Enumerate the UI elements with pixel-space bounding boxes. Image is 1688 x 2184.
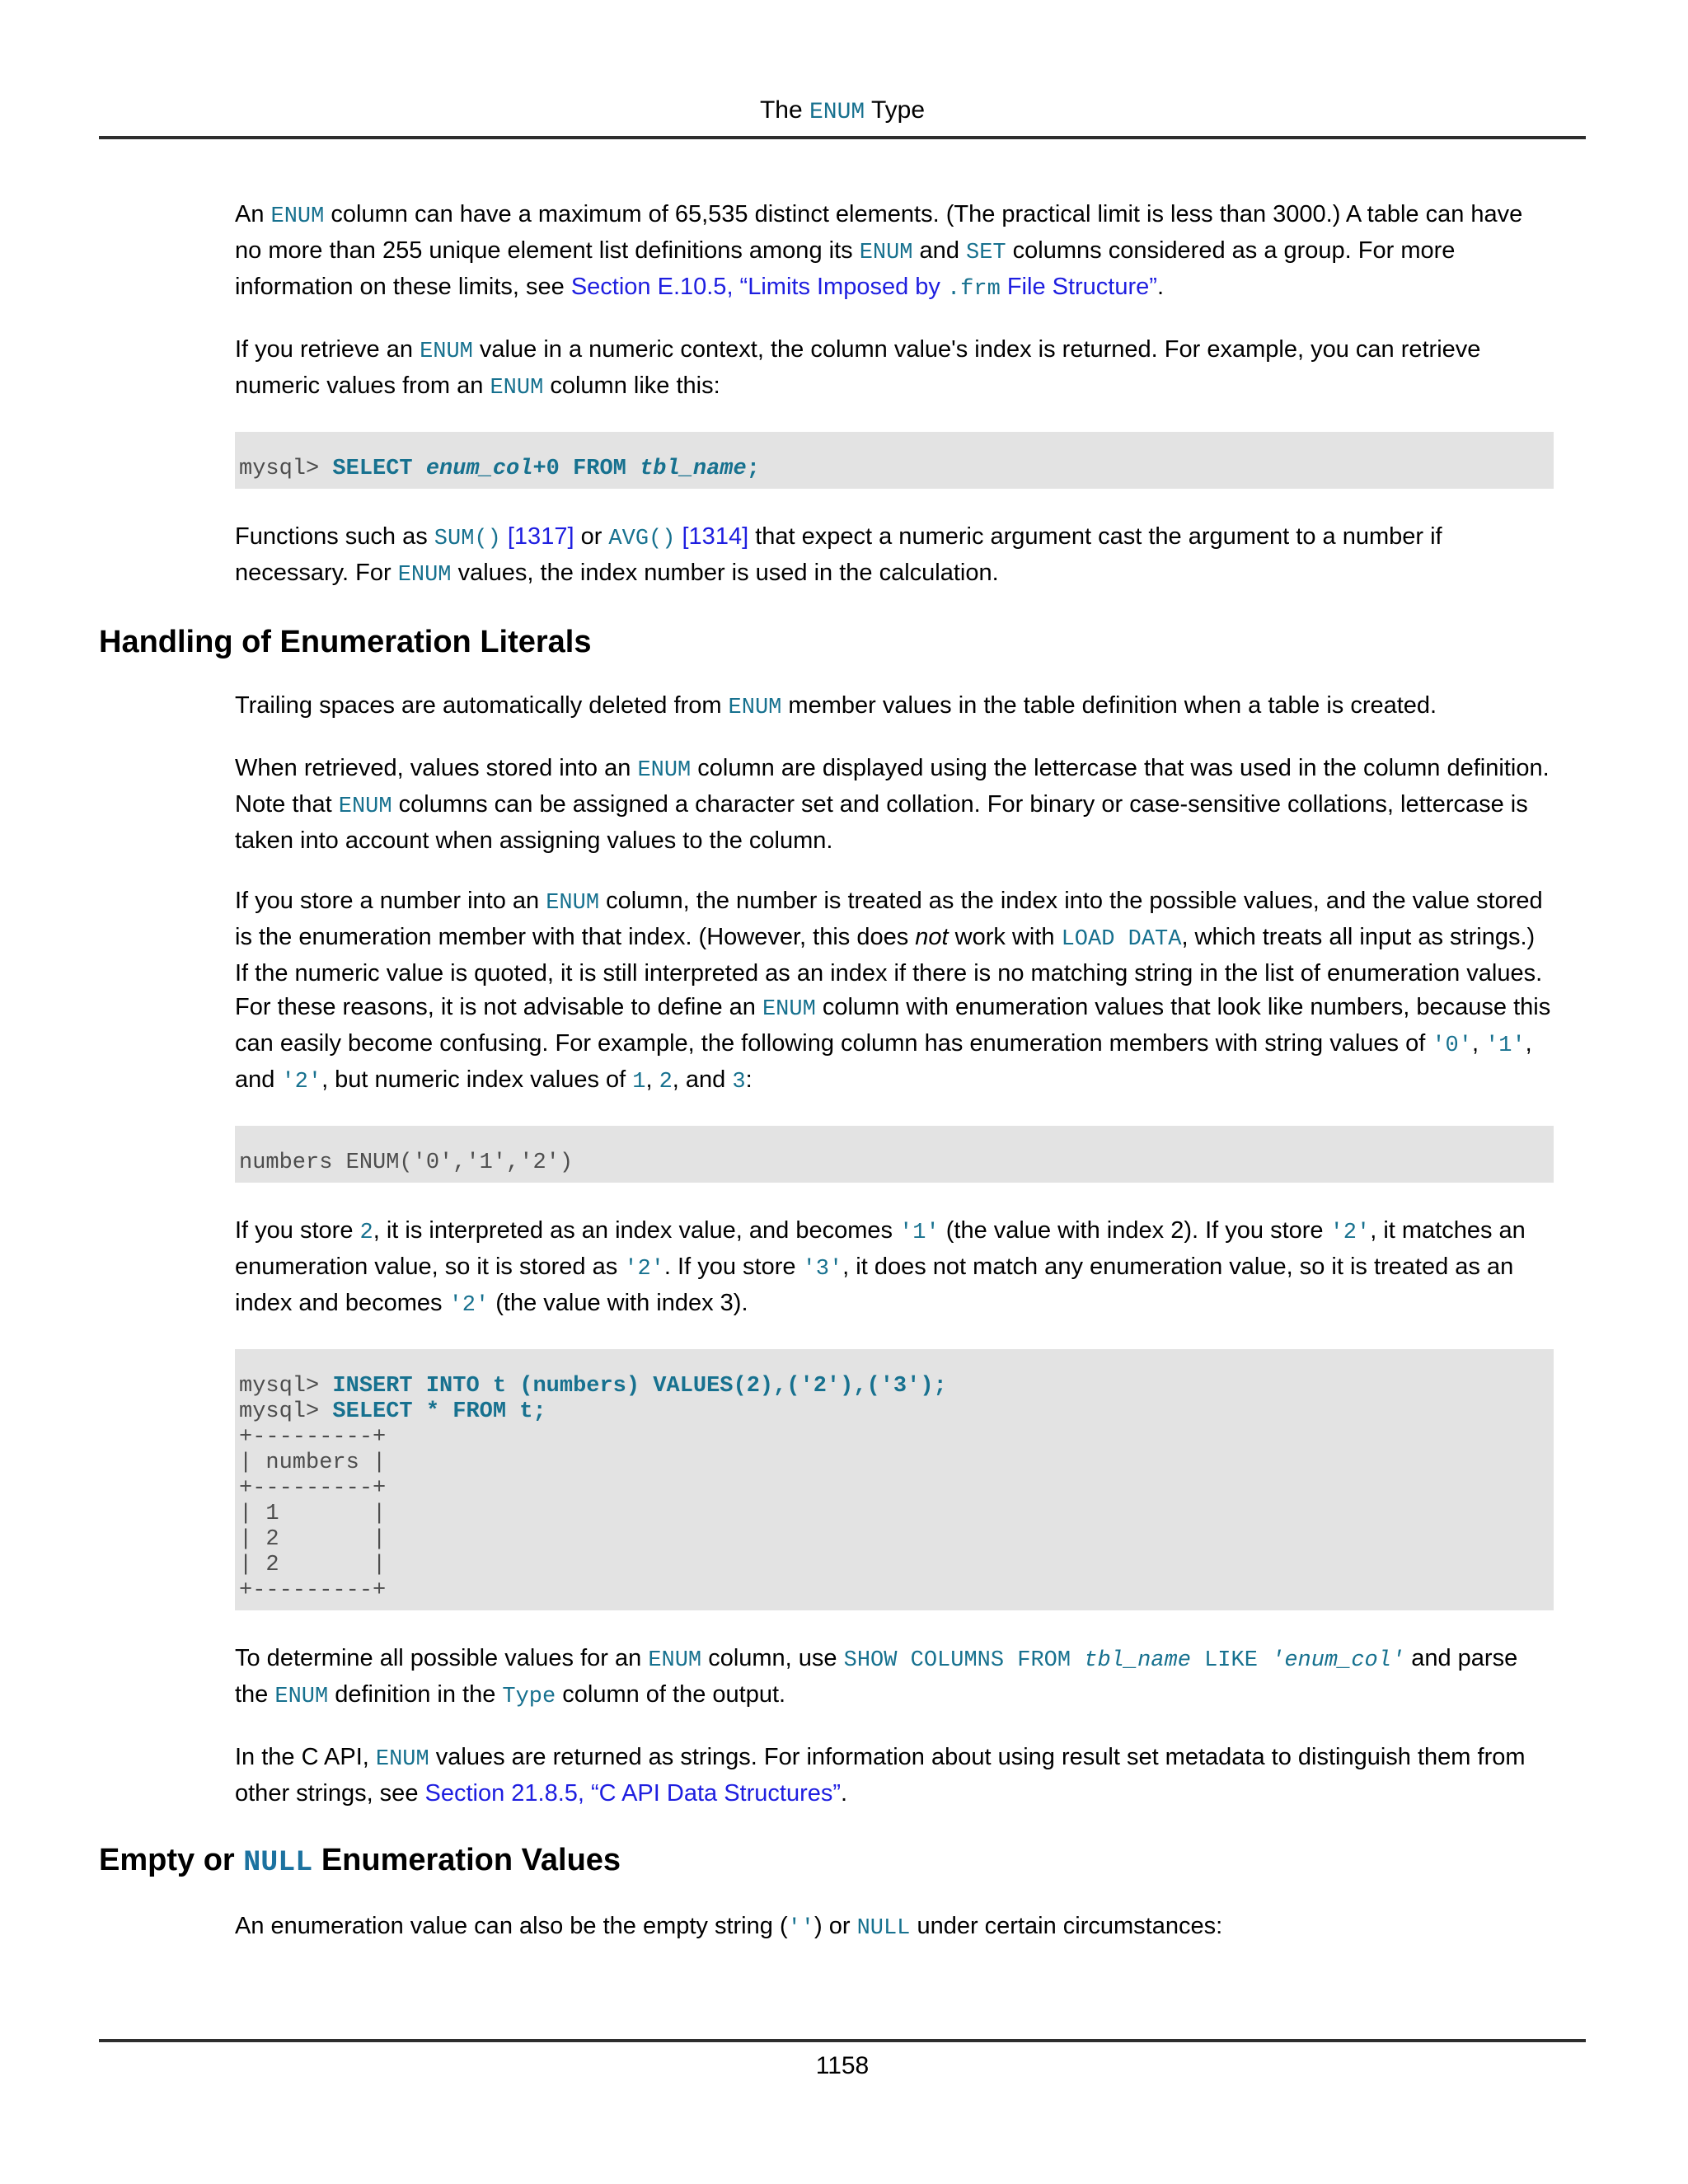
text-run: work with xyxy=(948,924,1062,950)
inline-code: +---------+ xyxy=(239,1476,387,1501)
inline-code: '2' xyxy=(1329,1221,1371,1245)
inline-code: ENUM xyxy=(274,1685,329,1709)
code-block xyxy=(235,1349,1554,1610)
link[interactable]: File Structure” xyxy=(1000,274,1157,300)
text-run: column can have a maximum of 65,535 distinct elements. (The practical limit is less than 3000.) A table can have no more than 255 unique element list definitions among its xyxy=(235,201,1523,264)
inline-code: ENUM xyxy=(546,891,600,916)
text-run: values, the index number is used in the calculation. xyxy=(451,560,999,586)
code-line xyxy=(239,1399,1547,1425)
inline-code: | 2 | xyxy=(239,1527,387,1552)
inline-code: 2 xyxy=(659,1070,673,1094)
code-line xyxy=(239,1476,1547,1502)
inline-code: +---------+ xyxy=(239,1425,387,1450)
inline-code: SUM() xyxy=(434,527,501,551)
link[interactable]: .frm xyxy=(946,277,1001,302)
inline-code: +0 xyxy=(532,457,574,481)
text-run: definition in the xyxy=(328,1681,503,1708)
inline-code: mysql> xyxy=(239,457,333,481)
inline-code: ENUM xyxy=(375,1747,429,1772)
page-header xyxy=(99,96,1586,139)
text-run: , which treats all input as strings.) If the numeric value is quoted, it is still interpreted as an index if there is no matching string in the list of enumeration values. For these reasons, it is not advisable to define an xyxy=(235,924,1543,1020)
inline-code: mysql> xyxy=(239,1374,333,1399)
inline-code: AVG() xyxy=(608,527,676,551)
link[interactable]: Section 21.8.5, “C API Data Structures” xyxy=(424,1780,842,1807)
text-run: , and xyxy=(672,1066,733,1093)
code-line xyxy=(239,1502,1547,1527)
text-run xyxy=(501,523,508,550)
text-run: If you store a number into an xyxy=(235,888,546,914)
code-line xyxy=(239,457,1547,482)
text-run: If you retrieve an xyxy=(235,336,420,363)
inline-code: ENUM xyxy=(338,794,392,819)
inline-code: LOAD DATA xyxy=(1061,927,1182,952)
inline-code: '2' xyxy=(448,1293,490,1318)
inline-code: INSERT INTO t (numbers) VALUES(2),('2'),('3'); xyxy=(332,1374,947,1399)
text-run: Type xyxy=(865,96,926,124)
text-run: (the value with index 3). xyxy=(489,1290,748,1316)
inline-code: ENUM xyxy=(397,563,452,588)
code-block xyxy=(235,432,1554,489)
code-line xyxy=(239,1425,1547,1451)
text-run: columns considered as a group. For more information on these limits, see xyxy=(235,237,1456,300)
inline-code: '1' xyxy=(899,1221,940,1245)
text-run: To determine all possible values for an xyxy=(235,1645,649,1671)
document-body xyxy=(99,198,1554,1972)
section-heading xyxy=(99,624,1554,661)
code-line xyxy=(239,1451,1547,1476)
paragraph xyxy=(235,520,1554,593)
inline-code: ENUM xyxy=(270,204,325,229)
paragraph xyxy=(235,1910,1554,1946)
paragraph xyxy=(235,1214,1554,1323)
text-run: . xyxy=(841,1780,848,1807)
text-run: under certain circumstances: xyxy=(910,1913,1223,1939)
text-run: that expect a numeric argument cast the argument to a number if necessary. For xyxy=(235,523,1442,586)
text-run: . xyxy=(1156,274,1165,300)
text-run: column are displayed using the lettercase that was used in the column definition. Note that xyxy=(235,755,1550,818)
text-run: Trailing spaces are automatically deleted from xyxy=(235,692,729,719)
inline-code: ENUM xyxy=(809,100,865,125)
inline-code: tbl_name xyxy=(640,457,747,481)
inline-code: 3 xyxy=(732,1070,746,1094)
text-run: member values in the table definition when a table is created. xyxy=(781,692,1437,719)
inline-code: 1 xyxy=(632,1070,646,1094)
inline-code: NULL xyxy=(856,1916,911,1941)
inline-code: ENUM xyxy=(420,340,473,364)
paragraph xyxy=(235,1642,1554,1714)
text-run: , but numeric index values of xyxy=(321,1066,633,1093)
inline-code: '0' xyxy=(1432,1033,1472,1058)
paragraph xyxy=(235,1741,1554,1811)
inline-code: ENUM xyxy=(490,376,544,401)
inline-code: ENUM xyxy=(648,1648,702,1673)
text-run: , xyxy=(1471,1030,1486,1057)
text-run: column of the output. xyxy=(556,1681,786,1708)
text-run: If you store xyxy=(235,1217,360,1244)
inline-code: +---------+ xyxy=(239,1578,387,1603)
text-run: values are returned as strings. For information about using result set metadata to distinguish them from other strings, see xyxy=(235,1744,1526,1807)
text-run: : xyxy=(745,1066,753,1093)
text-run: and parse the xyxy=(235,1645,1518,1708)
header-rule xyxy=(99,136,1586,139)
text-run: column, use xyxy=(701,1645,844,1671)
text-run: (the value with index 2). If you store xyxy=(939,1217,1330,1244)
text-run xyxy=(675,523,682,550)
text-run: An enumeration value can also be the empty string ( xyxy=(235,1913,788,1939)
text-run: ) or xyxy=(814,1913,857,1939)
code-line xyxy=(239,1374,1547,1399)
inline-code: | 1 | xyxy=(239,1502,387,1526)
text-run: Empty or xyxy=(99,1843,244,1877)
text-run: When retrieved, values stored into an xyxy=(235,755,638,781)
inline-code: FROM xyxy=(573,457,640,481)
link[interactable]: [1314] xyxy=(682,523,749,550)
inline-code: '1' xyxy=(1485,1033,1526,1058)
text-run: Handling of Enumeration Literals xyxy=(99,625,592,659)
inline-code: SHOW COLUMNS FROM xyxy=(843,1648,1085,1673)
page-footer xyxy=(99,2039,1586,2080)
text-run: column, the number is treated as the index into the possible values, and the value stored is the enumeration member with that index. (However, this does xyxy=(235,888,1543,950)
inline-code: Type xyxy=(502,1685,556,1709)
inline-code: numbers ENUM('0','1','2') xyxy=(239,1151,574,1175)
link[interactable]: Section E.10.5, “Limits Imposed by xyxy=(570,274,947,300)
inline-code: SELECT xyxy=(332,457,426,481)
text-run: and xyxy=(912,237,966,264)
text-run: , it matches an enumeration value, so it is stored as xyxy=(235,1217,1526,1280)
text-run: Enumeration Values xyxy=(312,1843,621,1877)
text-run: An xyxy=(235,201,271,227)
inline-code: | 2 | xyxy=(239,1553,387,1577)
inline-code: LIKE xyxy=(1190,1648,1272,1673)
paragraph xyxy=(235,689,1554,725)
text-run: Functions such as xyxy=(235,523,434,550)
text-run: In the C API, xyxy=(235,1744,376,1770)
paragraph xyxy=(235,884,1554,1099)
text-run: The xyxy=(759,96,809,124)
inline-code: SET xyxy=(966,241,1006,265)
inline-code: 'enum_col' xyxy=(1271,1648,1405,1673)
text-run: value in a numeric context, the column value's index is returned. For example, you can retrieve numeric values from an xyxy=(235,336,1481,399)
code-line xyxy=(239,1553,1547,1578)
code-line xyxy=(239,1151,1547,1176)
inline-code: ; xyxy=(746,457,760,481)
inline-code: enum_col xyxy=(425,457,533,481)
inline-code: | numbers | xyxy=(239,1451,387,1475)
inline-code: ENUM xyxy=(762,997,816,1022)
text-run: column like this: xyxy=(543,373,720,399)
paragraph xyxy=(235,752,1554,858)
inline-code: SELECT * FROM t; xyxy=(332,1399,546,1424)
inline-code: ENUM xyxy=(637,758,692,783)
emphasis: not xyxy=(915,924,949,950)
inline-code: ENUM xyxy=(728,696,782,720)
code-line xyxy=(239,1527,1547,1553)
inline-code: mysql> xyxy=(239,1399,333,1424)
text-run: . If you store xyxy=(663,1254,803,1280)
inline-code: '3' xyxy=(802,1257,843,1282)
inline-code: '2' xyxy=(281,1070,322,1094)
link[interactable]: [1317] xyxy=(507,523,574,550)
inline-code: NULL xyxy=(243,1846,313,1879)
paragraph xyxy=(235,333,1554,405)
text-run: , and xyxy=(235,1030,1532,1093)
inline-code: tbl_name xyxy=(1084,1648,1191,1673)
text-run: or xyxy=(574,523,609,550)
inline-code: '2' xyxy=(624,1257,664,1282)
paragraph xyxy=(235,198,1554,307)
inline-code: '' xyxy=(787,1916,815,1941)
footer-rule xyxy=(99,2039,1586,2042)
text-run: , xyxy=(645,1066,659,1093)
running-head-title xyxy=(99,96,1586,128)
text-run: columns can be assigned a character set and collation. For binary or case-sensitive collations, lettercase is taken into account when assigning values to the column. xyxy=(235,791,1528,854)
code-block xyxy=(235,1126,1554,1183)
section-heading xyxy=(99,1842,1554,1882)
text-run: , it is interpreted as an index value, and becomes xyxy=(373,1217,900,1244)
inline-code: ENUM xyxy=(859,241,913,265)
code-line xyxy=(239,1578,1547,1604)
text-run: column with enumeration values that look like numbers, because this can easily become confusing. For example, the following column has enumeration members with string values of xyxy=(235,994,1551,1057)
inline-code: 2 xyxy=(359,1221,373,1245)
page-number: 1158 xyxy=(815,2052,870,2079)
text-run: , it does not match any enumeration value, so it is treated as an index and becomes xyxy=(235,1254,1514,1316)
